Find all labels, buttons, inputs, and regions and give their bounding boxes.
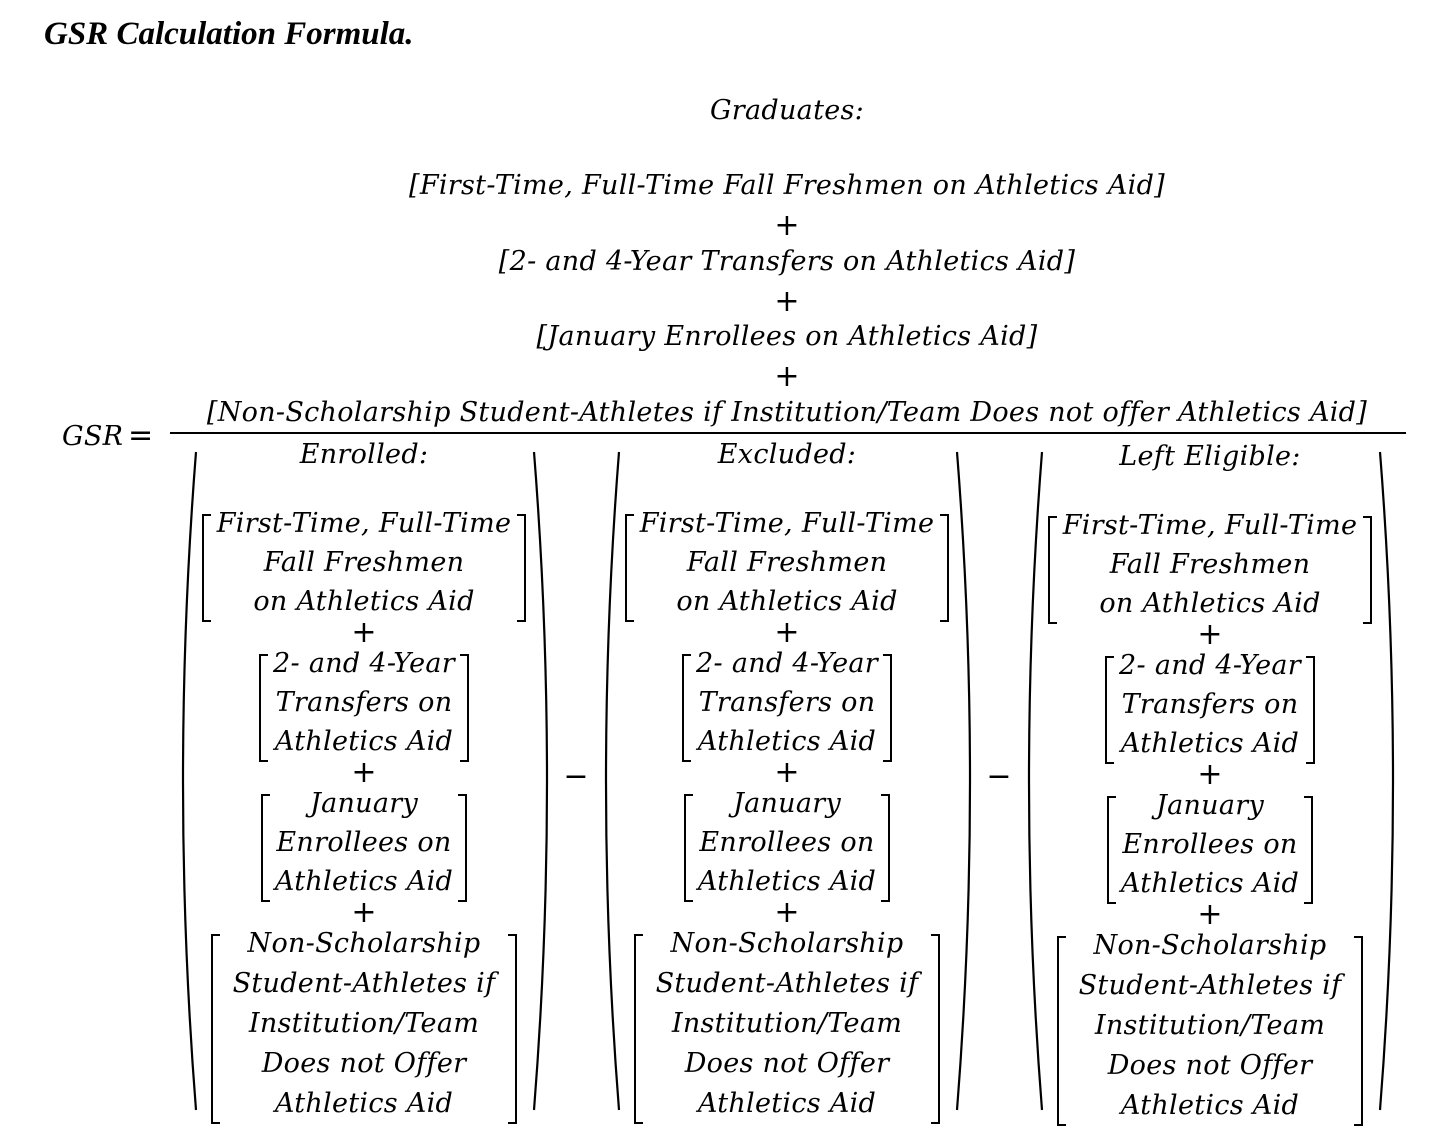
left-eligible-right-paren: [1378, 452, 1402, 1110]
left-eligible-left-paren: [1020, 452, 1044, 1110]
excluded-plus-1: +: [774, 615, 800, 650]
left-eligible-term-4-right-bracket: [1353, 936, 1363, 1126]
excluded-plus-3: +: [774, 895, 800, 930]
enrolled-term-2-line-1: 2- and 4-Year: [273, 648, 455, 679]
enrolled-term-1-line-2: Fall Freshmen: [263, 547, 465, 578]
left-eligible-plus-1: +: [1197, 617, 1223, 652]
fraction-bar: [170, 432, 1406, 434]
excluded-term-4-line-3: Institution/Team: [671, 1008, 903, 1039]
numerator-term-1: [First-Time, Full-Time Fall Freshmen on Athletics Aid]: [409, 170, 1165, 201]
left-eligible-term-2-line-1: 2- and 4-Year: [1119, 650, 1301, 681]
enrolled-term-4-line-4: Does not Offer: [261, 1048, 467, 1079]
left-eligible-term-2-line-2: Transfers on: [1121, 689, 1299, 720]
left-eligible-term-1-line-2: Fall Freshmen: [1109, 549, 1311, 580]
excluded-term-2-line-1: 2- and 4-Year: [696, 648, 878, 679]
left-eligible-term-3-line-2: Enrollees on: [1122, 829, 1298, 860]
excluded-label: Excluded:: [717, 439, 857, 470]
left-eligible-plus-2: +: [1197, 757, 1223, 792]
gsr-label: GSR: [62, 421, 124, 452]
enrolled-term-3-line-1: January: [309, 788, 419, 819]
excluded-term-1-line-3: on Athletics Aid: [676, 586, 898, 617]
left-eligible-plus-3: +: [1197, 897, 1223, 932]
excluded-plus-2: +: [774, 755, 800, 790]
left-eligible-term-4-left-bracket: [1057, 936, 1067, 1126]
excluded-term-4-line-1: Non-Scholarship: [670, 928, 904, 959]
left-eligible-term-4-line-5: Athletics Aid: [1120, 1090, 1300, 1121]
numerator-plus-3: +: [774, 359, 800, 394]
left-eligible-term-3-line-3: Athletics Aid: [1120, 868, 1300, 899]
enrolled-term-1-line-1: First-Time, Full-Time: [216, 508, 512, 539]
enrolled-term-2-line-3: Athletics Aid: [274, 726, 454, 757]
enrolled-term-2-line-2: Transfers on: [275, 687, 453, 718]
excluded-term-1-left-bracket: [625, 514, 635, 622]
excluded-term-3-line-2: Enrollees on: [699, 827, 875, 858]
numerator-term-2: [2- and 4-Year Transfers on Athletics Aid]: [498, 246, 1076, 277]
enrolled-term-3-right-bracket: [457, 794, 467, 902]
enrolled-term-4-line-5: Athletics Aid: [274, 1088, 454, 1119]
numerator-term-3: [January Enrollees on Athletics Aid]: [536, 321, 1038, 352]
left-eligible-label: Left Eligible:: [1119, 441, 1301, 472]
enrolled-term-4-left-bracket: [211, 934, 221, 1124]
excluded-term-4-right-bracket: [930, 934, 940, 1124]
excluded-term-1-line-2: Fall Freshmen: [686, 547, 888, 578]
excluded-term-1-line-1: First-Time, Full-Time: [639, 508, 935, 539]
left-eligible-term-2-right-bracket: [1305, 656, 1315, 764]
left-eligible-term-1-line-1: First-Time, Full-Time: [1062, 510, 1358, 541]
left-eligible-term-2-left-bracket: [1105, 656, 1115, 764]
enrolled-term-3-left-bracket: [261, 794, 271, 902]
left-eligible-term-4-line-2: Student-Athletes if: [1078, 970, 1342, 1001]
enrolled-term-1-line-3: on Athletics Aid: [253, 586, 475, 617]
enrolled-term-2-right-bracket: [459, 654, 469, 762]
excluded-term-3-left-bracket: [684, 794, 694, 902]
excluded-right-paren: [955, 452, 979, 1110]
excluded-left-paren: [597, 452, 621, 1110]
left-eligible-term-4-line-4: Does not Offer: [1107, 1050, 1313, 1081]
excluded-term-4-line-4: Does not Offer: [684, 1048, 890, 1079]
enrolled-term-4-right-bracket: [507, 934, 517, 1124]
minus-sign-1: −: [563, 759, 589, 794]
enrolled-term-3-line-2: Enrollees on: [276, 827, 452, 858]
enrolled-term-3-line-3: Athletics Aid: [274, 866, 454, 897]
left-eligible-term-3-right-bracket: [1303, 796, 1313, 904]
enrolled-left-paren: [174, 452, 198, 1110]
left-eligible-term-3-left-bracket: [1107, 796, 1117, 904]
left-eligible-term-3-line-1: January: [1155, 790, 1265, 821]
excluded-term-3-right-bracket: [880, 794, 890, 902]
numerator-label: Graduates:: [709, 95, 865, 126]
left-eligible-term-4-line-3: Institution/Team: [1094, 1010, 1326, 1041]
excluded-term-1-right-bracket: [939, 514, 949, 622]
excluded-term-3-line-3: Athletics Aid: [697, 866, 877, 897]
excluded-term-2-left-bracket: [682, 654, 692, 762]
enrolled-plus-1: +: [351, 615, 377, 650]
numerator-term-4: [Non-Scholarship Student-Athletes if Institution/Team Does not offer Athletics Aid]: [206, 397, 1368, 428]
enrolled-term-1-left-bracket: [202, 514, 212, 622]
left-eligible-term-2-line-3: Athletics Aid: [1120, 728, 1300, 759]
enrolled-plus-3: +: [351, 895, 377, 930]
enrolled-label: Enrolled:: [299, 439, 429, 470]
enrolled-term-2-left-bracket: [259, 654, 269, 762]
enrolled-term-4-line-3: Institution/Team: [248, 1008, 480, 1039]
equals-sign: =: [128, 418, 154, 453]
enrolled-term-4-line-1: Non-Scholarship: [247, 928, 481, 959]
enrolled-right-paren: [532, 452, 556, 1110]
minus-sign-2: −: [986, 759, 1012, 794]
left-eligible-term-1-line-3: on Athletics Aid: [1099, 588, 1321, 619]
excluded-term-4-left-bracket: [634, 934, 644, 1124]
left-eligible-term-1-left-bracket: [1048, 516, 1058, 624]
page-heading: GSR Calculation Formula.: [44, 16, 414, 52]
enrolled-plus-2: +: [351, 755, 377, 790]
numerator-plus-2: +: [774, 284, 800, 319]
excluded-term-2-right-bracket: [882, 654, 892, 762]
excluded-term-4-line-5: Athletics Aid: [697, 1088, 877, 1119]
left-eligible-term-4-line-1: Non-Scholarship: [1093, 930, 1327, 961]
enrolled-term-1-right-bracket: [516, 514, 526, 622]
excluded-term-2-line-2: Transfers on: [698, 687, 876, 718]
excluded-term-3-line-1: January: [732, 788, 842, 819]
enrolled-term-4-line-2: Student-Athletes if: [232, 968, 496, 999]
excluded-term-4-line-2: Student-Athletes if: [655, 968, 919, 999]
numerator-plus-1: +: [774, 208, 800, 243]
left-eligible-term-1-right-bracket: [1362, 516, 1372, 624]
excluded-term-2-line-3: Athletics Aid: [697, 726, 877, 757]
